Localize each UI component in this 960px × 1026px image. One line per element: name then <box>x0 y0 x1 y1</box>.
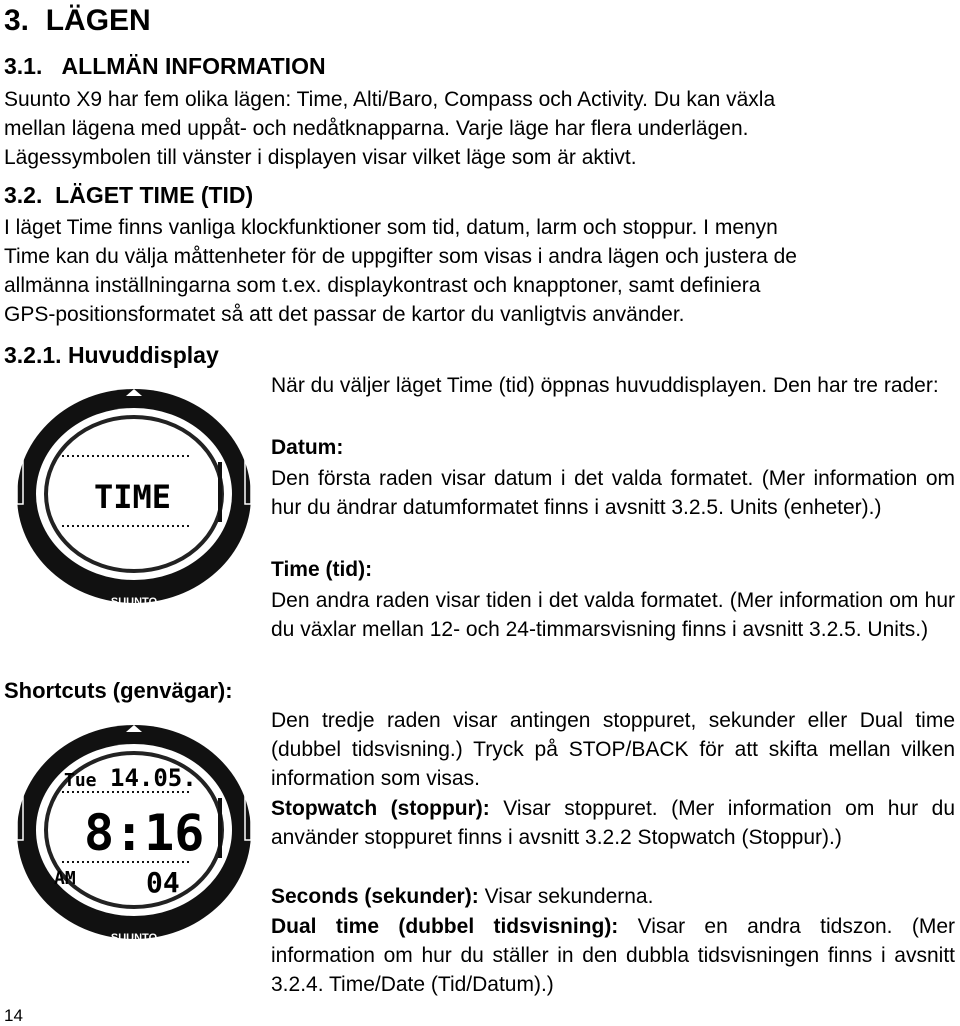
datum-paragraph: Den första raden visar datum i det valda formatet. (Mer information om hur du ändrar datumformatet finns i avsnitt 3.2.5. Units (enheter).) <box>271 467 955 519</box>
section-number: 3.1. <box>4 53 43 79</box>
watch-illustration-time <box>14 386 254 614</box>
chapter-title: LÄGEN <box>45 4 151 37</box>
section-3-2-body <box>4 213 956 329</box>
shortcuts-heading: Shortcuts (genvägar): <box>4 678 233 703</box>
time-label: Time (tid): <box>271 558 373 581</box>
time-paragraph: Den andra raden visar tiden i det valda formatet. (Mer information om hur du växlar mellan 12- och 24-timmarsvisning finns i avsnitt 3.2.5. Units.) <box>271 589 955 641</box>
lcd-time: 8:16 <box>84 804 205 862</box>
watch-illustration-main-display <box>14 722 254 950</box>
stopwatch-label: Stopwatch (stoppur): <box>271 797 490 820</box>
lcd-day: Tue <box>64 770 97 791</box>
mode-bar-icon <box>218 462 222 522</box>
watch-brand-logo: SUUNTO <box>110 932 158 944</box>
section-3-1-body <box>4 85 956 172</box>
dualtime-paragraph <box>271 912 955 999</box>
seconds-text: Visar sekunderna. <box>484 885 654 908</box>
text-line: GPS-positionsformatet så att det passar de kartor du vanligtvis använder. <box>4 303 685 326</box>
stopwatch-paragraph <box>271 794 955 852</box>
section-heading-3-2-1 <box>4 342 219 369</box>
section-heading-3-2 <box>4 182 253 209</box>
text-line: allmänna inställningarna som t.ex. displaykontrast och knapptoner, samt definiera <box>4 274 761 297</box>
text-line: I läget Time finns vanliga klockfunktioner som tid, datum, larm och stoppur. I menyn <box>4 216 778 239</box>
watch-brand-logo: SUUNTO <box>110 596 158 608</box>
mode-bar-icon <box>218 798 222 858</box>
section-number: 3.2.1. <box>4 342 62 368</box>
seconds-label: Seconds (sekunder): <box>271 885 479 908</box>
lcd-date: 14.05. <box>110 764 197 792</box>
lcd-mode-text: TIME <box>94 478 172 516</box>
datum-label: Datum: <box>271 436 344 459</box>
section-title: LÄGET TIME (TID) <box>55 182 254 208</box>
text-line: Suunto X9 har fem olika lägen: Time, Alti/Baro, Compass och Activity. Du kan växla <box>4 88 776 111</box>
section-title: Huvuddisplay <box>67 342 219 368</box>
dualtime-label: Dual time (dubbel tidsvisning): <box>271 915 619 938</box>
text-line: Time kan du välja måttenheter för de uppgifter som visas i andra lägen och justera de <box>4 245 797 268</box>
stopwatch-text: Visar stoppuret. (Mer information om hur du använder stoppuret finns i avsnitt 3.2.2 Stopwatch (Stoppur).) <box>271 797 955 849</box>
lcd-ampm: AM <box>54 868 76 889</box>
mode-indicator-icon <box>32 464 38 474</box>
lcd-seconds: 04 <box>146 866 180 899</box>
dualtime-text: Visar en andra tidszon. (Mer information om hur du ställer in den dubbla tidsvisningen finns i avsnitt 3.2.4. Time/Date (Tid/Datum).) <box>271 915 955 996</box>
intro-paragraph: När du väljer läget Time (tid) öppnas huvuddisplayen. Den har tre rader: <box>271 374 939 397</box>
chapter-heading <box>4 4 151 38</box>
page-number: 14 <box>4 1006 23 1025</box>
section-number: 3.2. <box>4 182 43 208</box>
mode-indicator-icon <box>32 800 38 810</box>
chapter-number: 3. <box>4 4 30 37</box>
section-title: ALLMÄN INFORMATION <box>61 53 326 79</box>
third-row-paragraph: Den tredje raden visar antingen stoppuret, sekunder eller Dual time (dubbel tidsvisning.) Tryck på STOP/BACK för att skifta mellan vilken information som visas. <box>271 709 955 790</box>
seconds-paragraph <box>271 882 955 911</box>
section-heading-3-1 <box>4 53 326 80</box>
text-line: Lägessymbolen till vänster i displayen visar vilket läge som är aktivt. <box>4 146 637 169</box>
text-line: mellan lägena med uppåt- och nedåtknapparna. Varje läge har flera underlägen. <box>4 117 749 140</box>
